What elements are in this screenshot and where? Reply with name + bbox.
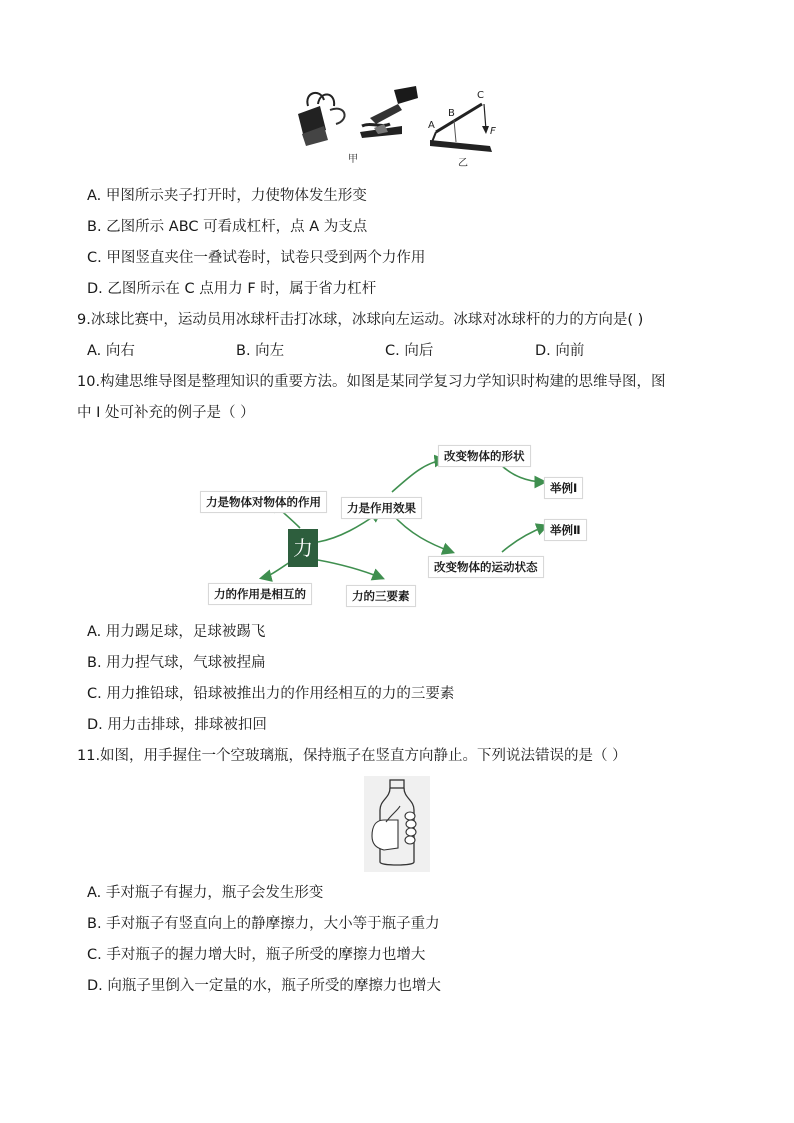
- mindmap-node-example-1: 举例Ⅰ: [544, 477, 583, 499]
- point-b-label: B: [448, 108, 455, 119]
- mindmap-node-three-elements: 力的三要素: [346, 585, 416, 607]
- q10-option-d[interactable]: D. 用力击排球，排球被扣回: [87, 717, 267, 733]
- mindmap-node-object-action: 力是物体对物体的作用: [200, 491, 327, 513]
- q10-stem-line1: 10.构建思维导图是整理知识的重要方法。如图是某同学复习力学知识时构建的思维导图，图: [77, 374, 666, 390]
- bottle-in-hand-figure: [364, 776, 430, 872]
- q11-stem: 11.如图，用手握住一个空玻璃瓶，保持瓶子在竖直方向静止。下列说法错误的是（ ）: [77, 748, 627, 764]
- mindmap-node-reciprocal: 力的作用是相互的: [208, 583, 312, 605]
- point-c-label: C: [477, 90, 484, 101]
- q9-option-d[interactable]: D. 向前: [535, 343, 585, 359]
- force-f-label: F: [490, 126, 496, 137]
- q10-stem-line2: 中 I 处可补充的例子是（ ）: [77, 405, 255, 421]
- q8-option-b[interactable]: B. 乙图所示 ABC 可看成杠杆，点 A 为支点: [87, 219, 368, 235]
- opened-clip-icon: [360, 86, 418, 138]
- q10-option-b[interactable]: B. 用力捏气球，气球被捏扁: [87, 655, 266, 671]
- q9-options: [0, 341, 794, 361]
- q11-option-d[interactable]: D. 向瓶子里倒入一定量的水，瓶子所受的摩擦力也增大: [87, 978, 441, 994]
- q10-option-a[interactable]: A. 用力踢足球，足球被踢飞: [87, 624, 266, 640]
- fig-label-yi: 乙: [458, 158, 468, 169]
- q10-option-c[interactable]: C. 用力推铅球，铅球被推出力的作用经相互的力的三要素: [87, 686, 455, 702]
- mindmap-node-shape: 改变物体的形状: [438, 445, 531, 467]
- lever-diagram: [430, 104, 492, 152]
- q9-option-c[interactable]: C. 向后: [385, 343, 434, 359]
- mindmap-node-example-2: 举例Ⅱ: [544, 519, 587, 541]
- mindmap-node-motion: 改变物体的运动状态: [428, 556, 544, 578]
- q9-option-b[interactable]: B. 向左: [236, 343, 285, 359]
- point-a-label: A: [428, 120, 435, 131]
- mindmap-center-force: 力: [288, 529, 318, 567]
- fig-label-jia: 甲: [348, 154, 358, 165]
- q8-option-d[interactable]: D. 乙图所示在 C 点用力 F 时，属于省力杠杆: [87, 281, 377, 297]
- mindmap-node-effect: 力是作用效果: [341, 497, 422, 519]
- q11-option-a[interactable]: A. 手对瓶子有握力，瓶子会发生形变: [87, 885, 324, 901]
- q9-option-a[interactable]: A. 向右: [87, 343, 135, 359]
- q8-option-a[interactable]: A. 甲图所示夹子打开时，力使物体发生形变: [87, 188, 367, 204]
- q11-option-c[interactable]: C. 手对瓶子的握力增大时，瓶子所受的摩擦力也增大: [87, 947, 426, 963]
- q11-option-b[interactable]: B. 手对瓶子有竖直向上的静摩擦力，大小等于瓶子重力: [87, 916, 440, 932]
- q8-option-c[interactable]: C. 甲图竖直夹住一叠试卷时，试卷只受到两个力作用: [87, 250, 426, 266]
- q9-stem: 9.冰球比赛中，运动员用冰球杆击打冰球，冰球向左运动。冰球对冰球杆的力的方向是( ): [77, 312, 644, 328]
- binder-clip-icon: [298, 93, 345, 146]
- q8-figure: [290, 84, 510, 170]
